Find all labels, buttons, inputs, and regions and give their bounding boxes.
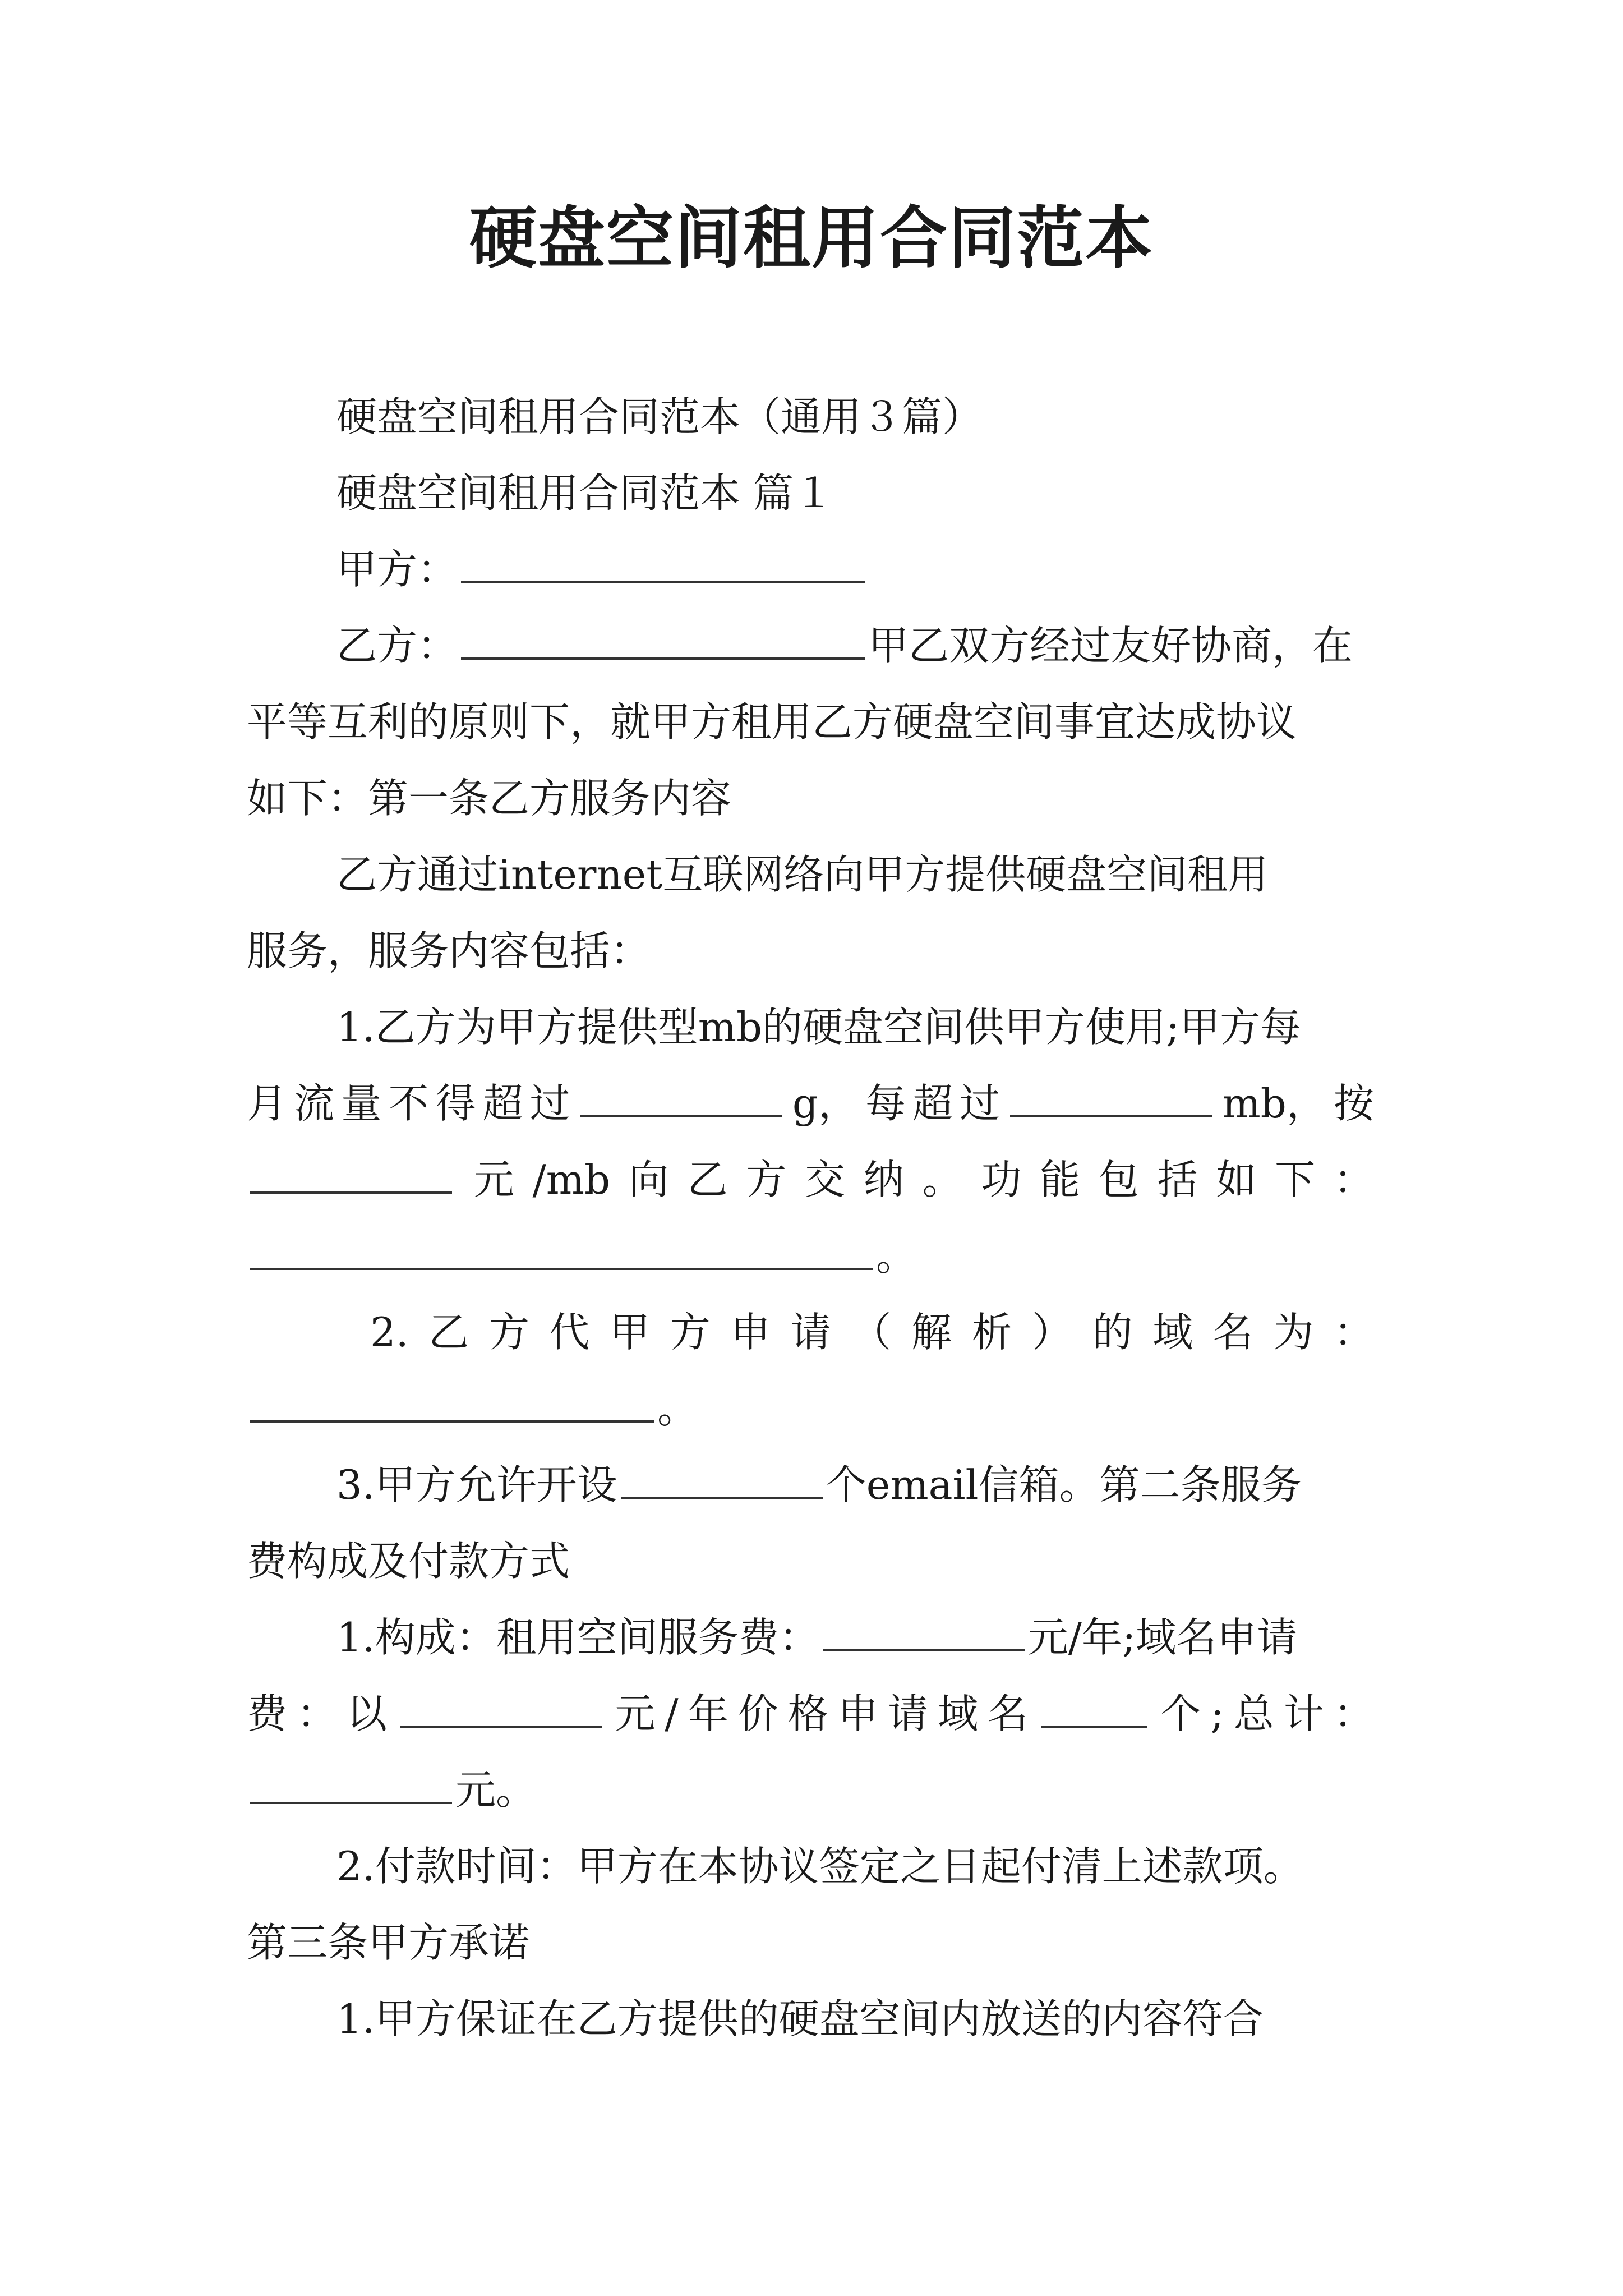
char: ：	[297, 1690, 338, 1737]
char: g，	[792, 1080, 859, 1127]
paragraph-text: 元/年;域名申请	[1027, 1614, 1298, 1661]
fee-line	[247, 1599, 1374, 1676]
section-heading: 硬盘空间租用合同范本 篇１	[336, 470, 834, 517]
char: ：	[1333, 1156, 1374, 1203]
char: 。	[657, 1385, 698, 1432]
char: 2.	[370, 1309, 409, 1356]
features-blank	[250, 1228, 873, 1270]
char: 不	[388, 1080, 429, 1127]
total-line	[247, 1752, 1374, 1828]
char: /	[665, 1690, 679, 1737]
char: 域	[938, 1690, 979, 1737]
paragraph-text: 服务，服务内容包括：	[247, 927, 651, 974]
paragraph-line	[247, 1981, 1374, 2057]
party-b-blank	[461, 618, 865, 660]
char: ：	[1333, 1309, 1374, 1356]
char: 年	[688, 1690, 728, 1737]
party-a-blank	[461, 542, 865, 583]
char: 能	[1040, 1156, 1081, 1203]
paragraph-line	[247, 379, 1374, 455]
char: 名	[988, 1690, 1029, 1737]
paragraph-text: 1.构成：租用空间服务费：	[336, 1614, 819, 1661]
char: 交	[805, 1156, 846, 1203]
char: 方	[746, 1156, 787, 1203]
char: 向	[628, 1156, 669, 1203]
char: 方	[670, 1309, 711, 1356]
paragraph-line	[247, 455, 1374, 531]
party-a-label: 甲方：	[336, 546, 458, 593]
char: 申	[837, 1690, 878, 1737]
char: 元。	[455, 1766, 537, 1814]
domain-fee-line	[247, 1676, 1374, 1752]
paragraph-line	[247, 1828, 1374, 1904]
char: /mb	[532, 1156, 611, 1203]
char: 个	[1160, 1690, 1201, 1737]
domain-price-blank	[400, 1686, 602, 1728]
traffic-limit-line	[247, 1065, 1374, 1142]
char: 乙	[687, 1156, 728, 1203]
char: 元	[473, 1156, 514, 1203]
char: 纳	[863, 1156, 904, 1203]
paragraph-text: 1.乙方为甲方提供型mb的硬盘空间供甲方使用;甲方每	[336, 1004, 1301, 1051]
domain-count-blank	[1041, 1686, 1147, 1728]
paragraph-text: 甲乙双方经过友好协商，在	[868, 622, 1353, 669]
char: 。	[922, 1156, 963, 1203]
char: 解	[911, 1309, 952, 1356]
char: ;	[1210, 1690, 1224, 1737]
total-blank	[250, 1763, 452, 1804]
paragraph-text: 2.付款时间：甲方在本协议签定之日起付清上述款项。	[336, 1843, 1304, 1890]
char: 为	[1273, 1309, 1314, 1356]
char: 月	[247, 1080, 288, 1127]
char: 的	[1092, 1309, 1133, 1356]
char: 括	[1157, 1156, 1198, 1203]
domain-blank-line	[247, 1370, 1374, 1447]
char: 代	[549, 1309, 590, 1356]
paragraph-line	[247, 1523, 1374, 1599]
paragraph-text: 费构成及付款方式	[247, 1538, 570, 1585]
document-title: 硬盘空间租用合同范本	[469, 199, 1154, 278]
party-a-line	[247, 531, 1374, 608]
paragraph-line	[247, 913, 1374, 989]
price-blank	[250, 1152, 452, 1194]
char: 价	[737, 1690, 778, 1737]
paragraph-text: 如下：第一条乙方服务内容	[247, 775, 732, 822]
char: 计	[1283, 1690, 1324, 1737]
char: 过	[960, 1080, 1000, 1127]
paragraph-text: 3.甲方允许开设	[336, 1461, 617, 1508]
char: 功	[981, 1156, 1022, 1203]
char: 费	[247, 1690, 288, 1737]
paragraph-text: 乙方通过internet互联网络向甲方提供硬盘空间租用	[336, 851, 1269, 898]
section-heading: 第三条甲方承诺	[247, 1919, 530, 1966]
char: ：	[1333, 1690, 1374, 1737]
char: 析	[971, 1309, 1012, 1356]
paragraph-line	[247, 989, 1374, 1065]
char: 乙	[428, 1309, 469, 1356]
char: ）	[1032, 1309, 1073, 1356]
char: 下	[1275, 1156, 1316, 1203]
char: 域	[1152, 1309, 1193, 1356]
subtitle-text: 硬盘空间租用合同范本（通用３篇）	[336, 393, 983, 440]
char: 方	[488, 1309, 529, 1356]
paragraph-text: 平等互利的原则下，就甲方租用乙方硬盘空间事宜达成协议	[247, 698, 1297, 746]
char: 请	[888, 1690, 929, 1737]
char: mb，	[1222, 1080, 1327, 1127]
char: 如	[1216, 1156, 1257, 1203]
party-b-line	[247, 608, 1374, 684]
paragraph-line	[247, 1904, 1374, 1981]
char: 以	[347, 1690, 388, 1737]
char: 按	[1333, 1080, 1374, 1127]
char: 甲	[610, 1309, 651, 1356]
domain-line	[247, 1294, 1374, 1370]
email-count-blank	[621, 1457, 823, 1499]
char: 得	[435, 1080, 476, 1127]
paragraph-line	[247, 684, 1374, 760]
features-blank-line	[247, 1218, 1374, 1294]
char: 流	[294, 1080, 335, 1127]
space-fee-blank	[823, 1610, 1025, 1651]
paragraph-line	[247, 760, 1374, 836]
char: 超	[482, 1080, 523, 1127]
domain-blank	[250, 1381, 654, 1423]
char: 格	[787, 1690, 828, 1737]
char: 请	[790, 1309, 831, 1356]
paragraph-line	[247, 836, 1374, 913]
char: 包	[1098, 1156, 1139, 1203]
char: （	[851, 1309, 892, 1356]
char: 每	[865, 1080, 906, 1127]
char: 。	[876, 1232, 917, 1280]
email-line	[247, 1447, 1374, 1523]
document-body	[247, 379, 1374, 2057]
char: 名	[1212, 1309, 1253, 1356]
traffic-blank	[580, 1076, 782, 1117]
char: 过	[529, 1080, 570, 1127]
overage-blank	[1010, 1076, 1212, 1117]
char: 超	[912, 1080, 953, 1127]
char: 量	[341, 1080, 382, 1127]
char: 元	[615, 1690, 656, 1737]
price-line	[247, 1142, 1374, 1218]
paragraph-text: 1.甲方保证在乙方提供的硬盘空间内放送的内容符合	[336, 1995, 1264, 2042]
char: 总	[1233, 1690, 1274, 1737]
char: 申	[730, 1309, 771, 1356]
party-b-label: 乙方：	[336, 622, 458, 669]
paragraph-text: 个email信箱。第二条服务	[826, 1461, 1302, 1508]
